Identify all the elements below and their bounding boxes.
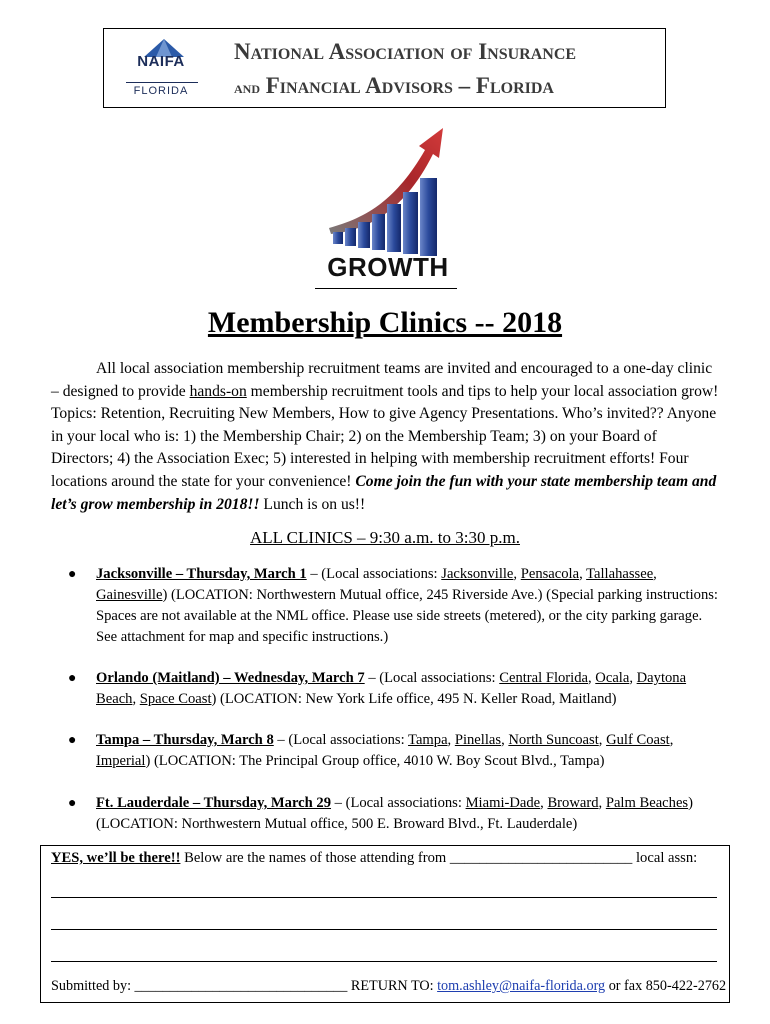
fax-text: or fax 850-422-2762 — [605, 978, 727, 994]
intro-emphasis: Come join the fun with your state membership team and let’s grow membership in 2018!! — [51, 472, 717, 513]
logo-naifa-text: NAIFA — [137, 53, 185, 70]
attendee-name-line[interactable] — [51, 897, 717, 898]
clinic-item-orlando: ● Orlando (Maitland) – Wednesday, March 7 – (Local associations: Central Florida, Ocala, Daytona Beach, Space Coast) (LOCATION: New York Life office, 495 N. Keller Road, Maitland) — [68, 670, 687, 707]
local-link[interactable]: Palm Beaches — [605, 795, 689, 811]
local-link[interactable]: Central Florida — [499, 670, 588, 686]
org-name-rest: Financial Advisors – Florida — [265, 73, 554, 98]
rsvp-submit-line — [51, 978, 726, 995]
rsvp-yes: YES, we’ll be there!! — [51, 850, 181, 866]
clinic-location: ) (LOCATION: Northwestern Mutual office, 245 Riverside Ave.) (Special parking instructions: Spaces are not available at the NML office. Please use side streets (metered), or the city parking garage. See attachment for map and specific instructions.) — [96, 587, 718, 645]
attendee-name-line[interactable] — [51, 929, 717, 930]
clinic-location: ) (LOCATION: New York Life office, 495 N. Keller Road, Maitland) — [211, 691, 617, 707]
submitted-by: Submitted by: ______________________________ — [51, 978, 348, 994]
bullet-icon: ● — [68, 796, 77, 811]
clinic-heading: Ft. Lauderdale – Thursday, March 29 — [96, 795, 332, 811]
intro-hands-on: hands-on — [189, 382, 247, 400]
intro-text-2: membership recruitment tools and tips to help your local association grow! Topics: Retention, Recruiting New Members, How to give Agency Presentations. Who’s invited?? Anyone in your local who is: 1) the Membership Chair; 2) on the Membership Team; 3) on your Board of Directors; 4) the Association Exec; 5) interested in helping with membership recruitment efforts! Four locations around the state for your convenience! — [51, 382, 719, 490]
growth-label: GROWTH — [327, 252, 449, 282]
org-name-and: and — [234, 78, 260, 97]
clinic-item-tampa: ● Tampa – Thursday, March 8 – (Local associations: Tampa, Pinellas, North Suncoast, Gulf Coast, Imperial) (LOCATION: The Principal Group office, 4010 W. Boy Scout Blvd., Tampa) — [68, 732, 674, 769]
clinic-pre: – (Local associations: — [331, 795, 466, 811]
intro-text-1: All local association membership recruitment teams are invited and encouraged to a one-day clinic – designed to provide — [51, 360, 713, 400]
growth-chart-icon — [325, 120, 460, 260]
local-link[interactable]: Ocala — [595, 670, 630, 686]
growth-underline — [315, 288, 457, 289]
bullet-icon: ● — [68, 733, 77, 748]
local-link[interactable]: Tampa — [408, 732, 448, 748]
clinic-hours: ALL CLINICS – 9:30 a.m. to 3:30 p.m. — [250, 528, 520, 547]
clinic-pre: – (Local associations: — [364, 670, 500, 686]
clinic-pre: – (Local associations: — [306, 566, 442, 582]
clinic-heading: Jacksonville – Thursday, March 1 — [96, 566, 307, 582]
clinic-location: ) (LOCATION: Northwestern Mutual office, 500 E. Broward Blvd., Ft. Lauderdale) — [96, 795, 693, 832]
logo-florida-text: FLORIDA — [133, 85, 189, 97]
local-link[interactable]: Imperial — [96, 753, 146, 769]
rsvp-box — [40, 845, 730, 1003]
local-link[interactable]: Pinellas — [454, 732, 502, 748]
intro-paragraph — [51, 358, 719, 516]
local-link[interactable]: Tallahassee — [586, 566, 654, 582]
local-link[interactable]: Gainesville — [96, 587, 163, 603]
header-box — [103, 28, 666, 108]
intro-tail: Lunch is on us!! — [259, 495, 366, 513]
clinic-heading: Orlando (Maitland) – Wednesday, March 7 — [96, 670, 365, 686]
local-link[interactable]: Miami-Dade — [465, 795, 541, 811]
attendee-name-line[interactable] — [51, 961, 717, 962]
clinic-heading: Tampa – Thursday, March 8 — [96, 732, 274, 748]
rsvp-heading-line — [51, 850, 721, 867]
page-title: Membership Clinics -- 2018 — [207, 306, 563, 339]
org-name-line2 — [234, 73, 659, 99]
local-link[interactable]: Daytona Beach — [96, 670, 687, 707]
logo-divider — [126, 82, 198, 83]
return-to-label: RETURN TO: — [347, 978, 438, 994]
clinic-pre: – (Local associations: — [273, 732, 409, 748]
local-link[interactable]: North Suncoast — [508, 732, 599, 748]
bullet-icon: ● — [68, 671, 77, 686]
local-link[interactable]: Jacksonville — [441, 566, 514, 582]
bullet-icon: ● — [68, 567, 77, 582]
local-link[interactable]: Space Coast — [139, 691, 212, 707]
email-link[interactable]: tom.ashley@naifa-florida.org — [437, 978, 606, 994]
local-link[interactable]: Gulf Coast — [606, 732, 670, 748]
local-link[interactable]: Pensacola — [520, 566, 580, 582]
org-name-line1: National Association of Insurance — [234, 39, 577, 64]
clinic-item-ft-lauderdale: ● Ft. Lauderdale – Thursday, March 29 – (Local associations: Miami-Dade, Broward, Palm Beaches) (LOCATION: Northwestern Mutual office, 500 E. Broward Blvd., Ft. Lauderdale) — [68, 795, 693, 832]
clinic-location: ) (LOCATION: The Principal Group office, 4010 W. Boy Scout Blvd., Tampa) — [145, 753, 605, 769]
clinic-item-jacksonville: ● Jacksonville – Thursday, March 1 – (Local associations: Jacksonville, Pensacola, Tallahassee, Gainesville) (LOCATION: Northwestern Mutual office, 245 Riverside Ave.) (Special parking instructions: Spaces are not available at the NML office. Please use side streets (metered), or the city parking garage. See attachment for map and specific instructions.) — [68, 566, 718, 645]
rsvp-instructions: Below are the names of those attending from _________________________ local assn: — [180, 850, 698, 866]
local-link[interactable]: Broward — [547, 795, 599, 811]
